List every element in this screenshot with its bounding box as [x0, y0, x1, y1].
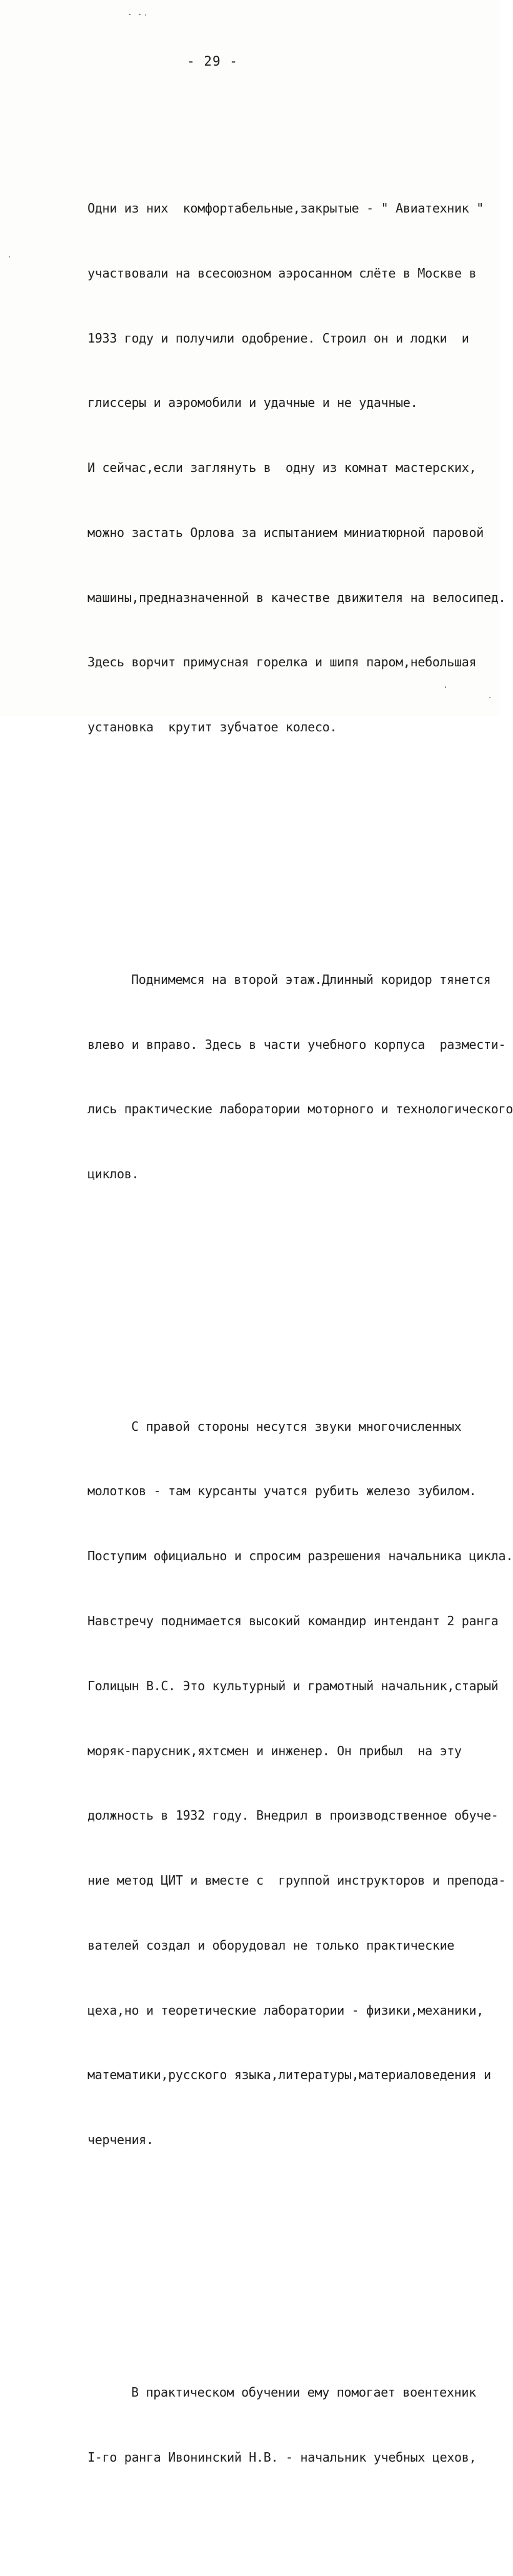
text-line: математики,русского языка,литературы,материаловедения и: [87, 2067, 491, 2083]
text-line: участвовали на всесоюзном аэросанном слёте в Москве в: [87, 265, 477, 281]
paragraph-4: [87, 2338, 494, 2512]
text-line: В практическом обучении ему помогает воентехник: [131, 2384, 476, 2400]
text-line: молотков - там курсанты учатся рубить железо зубилом.: [87, 1483, 477, 1499]
text-line: циклов.: [87, 1166, 139, 1182]
text-line: можно застать Орлова за испытанием миниатюрной паровой: [87, 524, 484, 540]
text-line: моряк-парусник,яхтсмен и инженер. Он прибыл на эту: [87, 1743, 462, 1758]
scan-speck: [445, 686, 446, 688]
scan-speck: [129, 14, 131, 15]
scan-speck: [139, 14, 141, 15]
text-line: должность в 1932 году. Внедрил в производственное обуче-: [87, 1808, 499, 1823]
text-line: машины,предназначенной в качестве движителя на велосипед.: [87, 589, 506, 605]
text-line: черчения.: [87, 2132, 154, 2148]
text-line: Одни из них комфортабельные,закрытые - " Авиатехник ": [87, 200, 484, 216]
paragraph-spacer: [87, 1293, 494, 1308]
text-line: лись практические лаборатории моторного и технологического: [87, 1101, 513, 1117]
text-line: ние метод ЦИТ и вместе с группой инструкторов и препода-: [87, 1873, 506, 1888]
text-line: Голицын В.С. Это культурный и грамотный начальник,старый: [87, 1678, 499, 1693]
scan-speck: [145, 14, 146, 16]
text-line: вателей создал и оборудовал не только практические: [87, 1937, 455, 1953]
paragraph-spacer: [87, 846, 494, 861]
paragraph-3: [87, 1372, 513, 2194]
body-text: [87, 89, 513, 2576]
text-line: Поднимемся на второй этаж.Длинный коридор тянется: [131, 971, 491, 987]
paragraph-2: [87, 926, 513, 1228]
scan-speck: [489, 697, 491, 698]
text-line: С правой стороны несутся звуки многочисленных: [131, 1418, 462, 1434]
text-line: Навстречу поднимается высокий командир интендант 2 ранга: [87, 1613, 499, 1628]
text-line: Поступим официально и спросим разрешения начальника цикла.: [87, 1548, 513, 1564]
paragraph-1: [87, 154, 506, 781]
text-line: I-го ранга Ивонинский Н.В. - начальник учебных цехов,: [87, 2449, 477, 2465]
text-line: И сейчас,если заглянуть в одну из комнат мастерских,: [87, 460, 477, 476]
text-line: установка крутит зубчатое колесо.: [87, 719, 337, 735]
text-line: цеха,но и теоретические лаборатории - физики,механики,: [87, 2002, 484, 2018]
text-line: 1933 году и получили одобрение. Строил он и лодки и: [87, 330, 469, 346]
text-line: Здесь ворчит примусная горелка и шипя паром,небольшая: [87, 654, 477, 670]
text-line: влево и вправо. Здесь в части учебного корпуса размести-: [87, 1036, 506, 1052]
page-number: - 29 -: [187, 54, 238, 69]
text-line: глиссеры и аэромобили и удачные и не удачные.: [87, 395, 418, 411]
paragraph-spacer: [87, 2259, 494, 2273]
scan-speck: [9, 256, 10, 258]
